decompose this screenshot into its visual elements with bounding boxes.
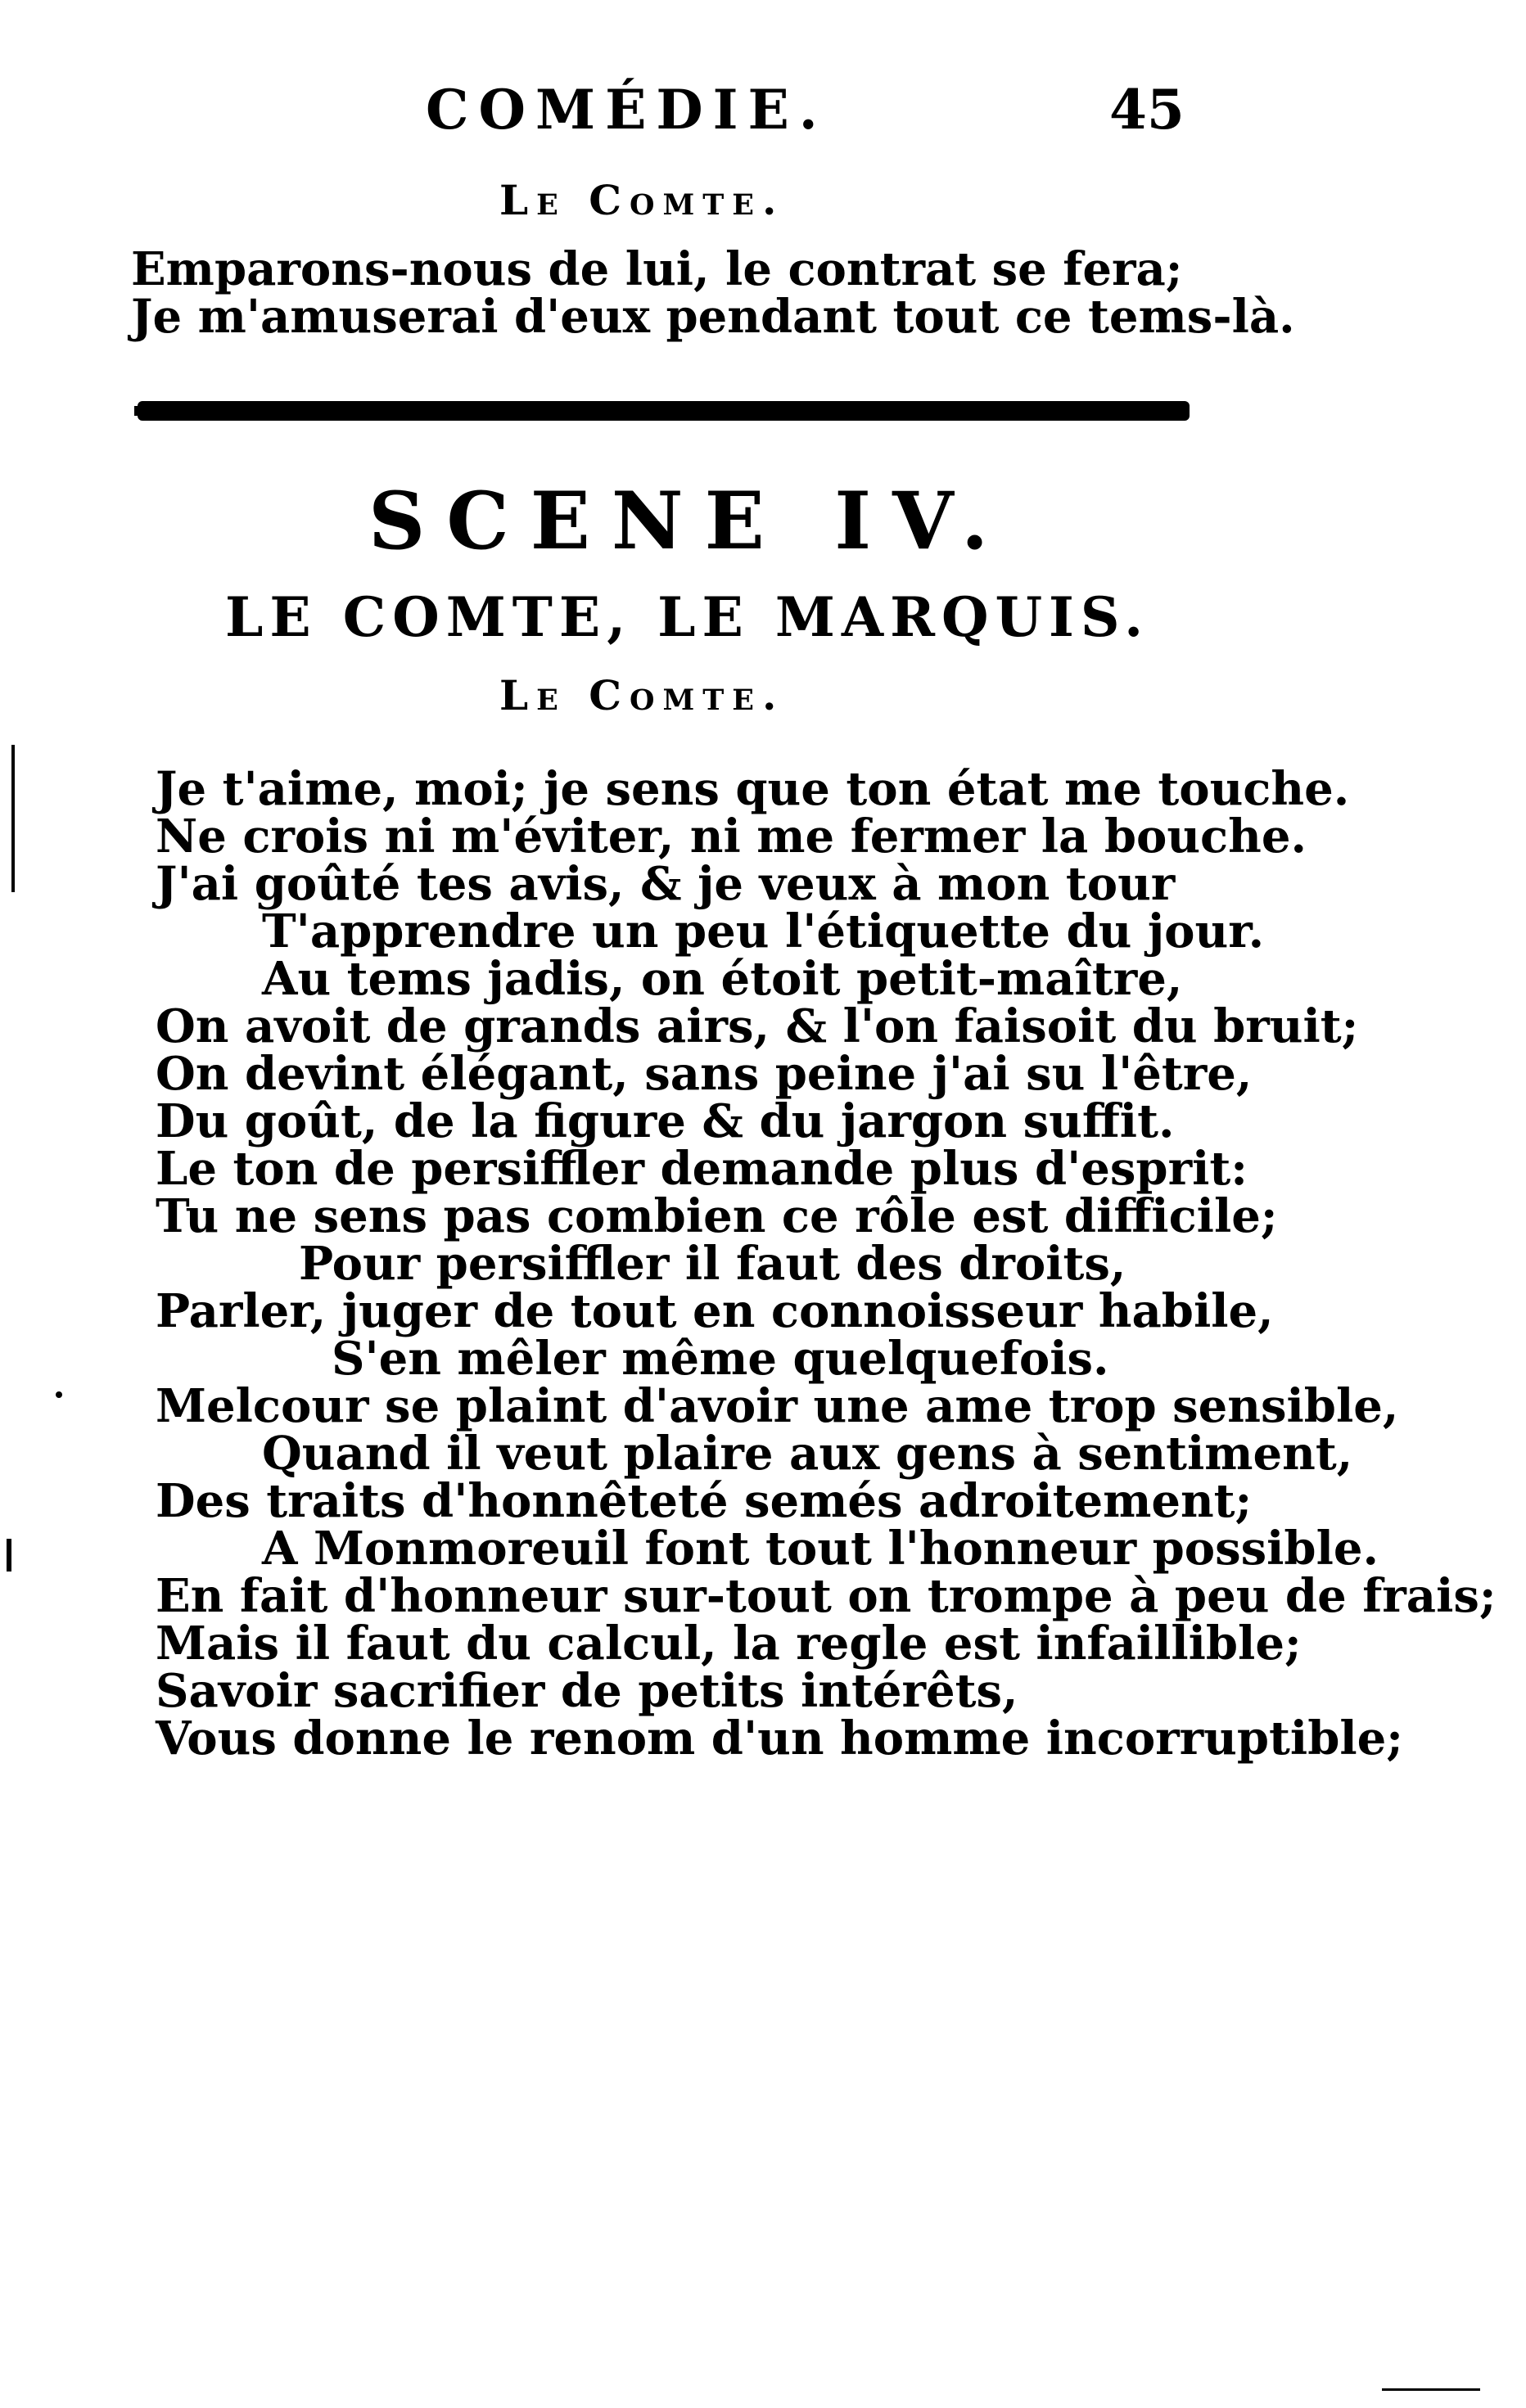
verse-line: Pour persiffler il faut des droits, <box>299 1237 1126 1291</box>
verse-line: On avoit de grands airs, & l'on faisoit du bruit; <box>156 999 1359 1053</box>
verse-line: Parler, juger de tout en connoisseur habile, <box>156 1284 1274 1338</box>
verse-line: Ne crois ni m'éviter, ni me fermer la bouche. <box>156 809 1307 864</box>
running-title: COMÉDIE. <box>426 78 828 142</box>
page-number: 45 <box>1109 78 1185 142</box>
verse-line: Je m'amuserai d'eux pendant tout ce tems-là. <box>131 290 1295 344</box>
verse-line: Je t'aime, moi; je sens que ton état me touche. <box>156 762 1350 816</box>
verse-line: Des traits d'honnêteté semés adroitement; <box>156 1474 1253 1528</box>
speaker-name: Le Comte. <box>499 176 785 224</box>
verse-block-1 <box>131 242 1295 344</box>
verse-line: S'en mêler même quelquefois. <box>332 1332 1109 1386</box>
section-rule <box>138 401 1190 421</box>
verse-line: Au tems jadis, on étoit petit-maître, <box>262 952 1183 1006</box>
verse-block-2 <box>156 762 1497 1765</box>
verse-line: Du goût, de la figure & du jargon suffit. <box>156 1094 1175 1148</box>
verse-line: Savoir sacrifier de petits intérêts, <box>156 1664 1018 1718</box>
verse-line: J'ai goûté tes avis, & je veux à mon tour <box>156 857 1176 911</box>
verse-line: T'apprendre un peu l'étiquette du jour. <box>262 904 1265 958</box>
scene-characters: LE COMTE, LE MARQUIS. <box>225 585 1150 649</box>
verse-line: En fait d'honneur sur-tout on trompe à peu de frais; <box>156 1569 1497 1623</box>
verse-line: Melcour se plaint d'avoir une ame trop sensible, <box>156 1379 1399 1433</box>
verse-line: Emparons-nous de lui, le contrat se fera; <box>131 242 1183 296</box>
verse-line: Mais il faut du calcul, la regle est infaillible; <box>156 1617 1302 1671</box>
scan-artifact <box>7 1539 11 1572</box>
scene-title: SCENE IV. <box>368 475 1010 567</box>
scan-artifact <box>56 1391 62 1398</box>
verse-line: On devint élégant, sans peine j'ai su l'être, <box>156 1047 1253 1101</box>
verse-line: Quand il veut plaire aux gens à sentiment, <box>262 1427 1353 1481</box>
scan-artifact <box>1382 2388 1480 2391</box>
running-head <box>0 78 1526 151</box>
scan-artifact <box>11 745 15 892</box>
verse-line: Vous donne le renom d'un homme incorruptible; <box>156 1711 1403 1765</box>
verse-line: Tu ne sens pas combien ce rôle est difficile; <box>156 1189 1278 1243</box>
speaker-name: Le Comte. <box>499 671 785 719</box>
verse-line: Le ton de persiffler demande plus d'esprit: <box>156 1142 1248 1196</box>
verse-line: A Monmoreuil font tout l'honneur possible. <box>262 1522 1379 1576</box>
